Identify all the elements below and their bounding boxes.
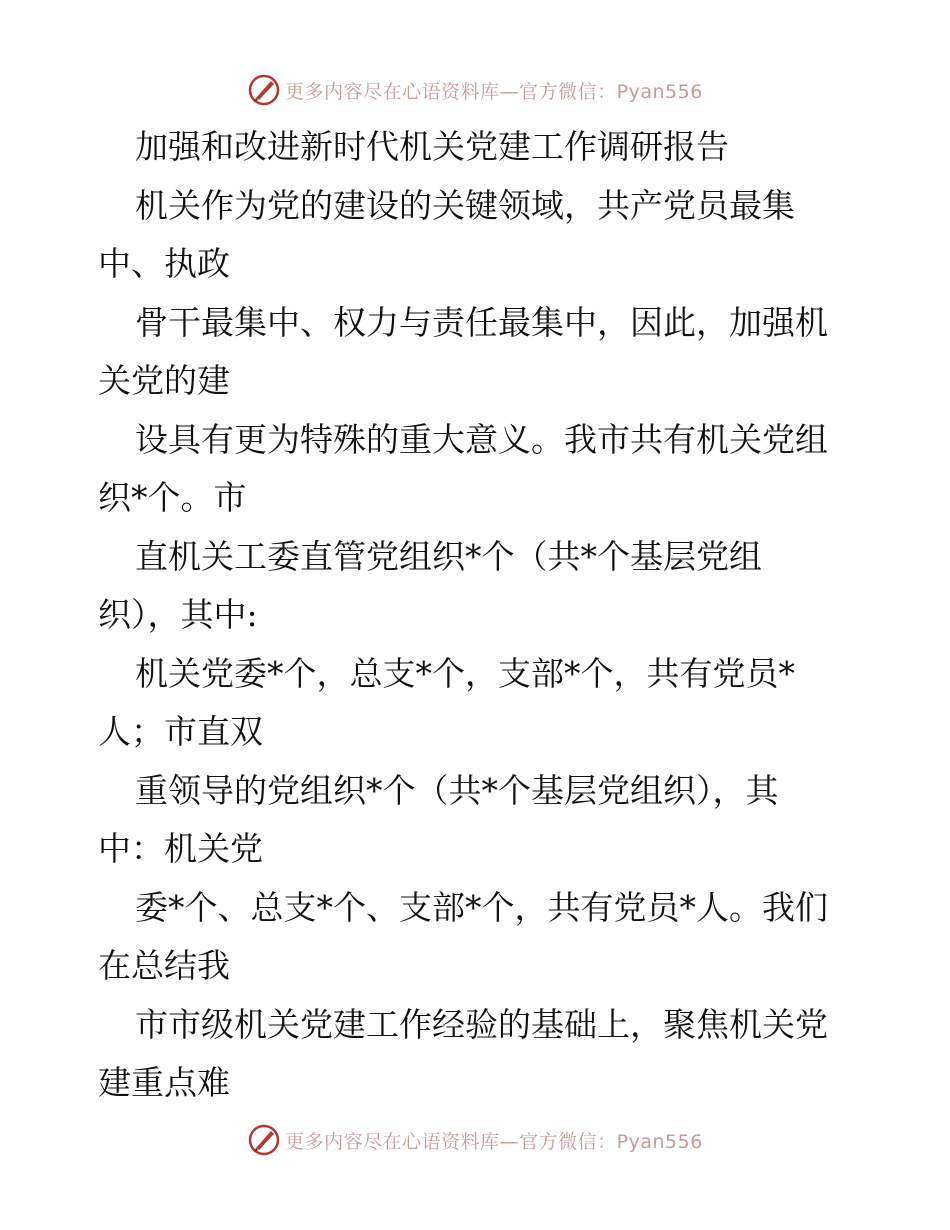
header-watermark-text: 更多内容尽在心语资料库—官方微信：Pyan556 bbox=[285, 80, 703, 103]
text-line: 建重点难 bbox=[98, 1063, 230, 1102]
document-title: 加强和改进新时代机关党建工作调研报告 bbox=[135, 127, 729, 166]
text-line: 直机关工委直管党组织*个（共*个基层党组 bbox=[135, 536, 762, 576]
text-line: 骨干最集中、权力与责任最集中，因此，加强机 bbox=[135, 302, 828, 342]
document-body bbox=[98, 118, 858, 1113]
text-line: 机关党委*个，总支*个，支部*个，共有党员* bbox=[135, 653, 795, 693]
header-watermark-banner bbox=[0, 70, 950, 110]
text-line: 机关作为党的建设的关键领域，共产党员最集 bbox=[135, 185, 795, 225]
text-line: 设具有更为特殊的重大意义。我市共有机关党组 bbox=[135, 419, 828, 459]
text-line: 织*个。市 bbox=[98, 478, 247, 517]
text-line: 委*个、总支*个、支部*个，共有党员*人。我们 bbox=[135, 887, 828, 927]
text-line: 中：机关党 bbox=[98, 829, 263, 868]
text-line: 在总结我 bbox=[98, 946, 230, 985]
text-line: 市市级机关党建工作经验的基础上，聚焦机关党 bbox=[135, 1004, 828, 1044]
quill-pen-logo-icon bbox=[247, 1123, 281, 1157]
text-line: 人；市直双 bbox=[98, 712, 263, 751]
footer-watermark-text: 更多内容尽在心语资料库—官方微信：Pyan556 bbox=[285, 1130, 703, 1153]
footer-watermark-banner bbox=[0, 1120, 950, 1160]
text-line: 织），其中: bbox=[98, 595, 258, 634]
quill-pen-logo-icon bbox=[247, 73, 281, 107]
text-line: 重领导的党组织*个（共*个基层党组织），其 bbox=[135, 770, 779, 810]
text-line: 关党的建 bbox=[98, 361, 230, 400]
text-line: 中、执政 bbox=[98, 244, 230, 283]
